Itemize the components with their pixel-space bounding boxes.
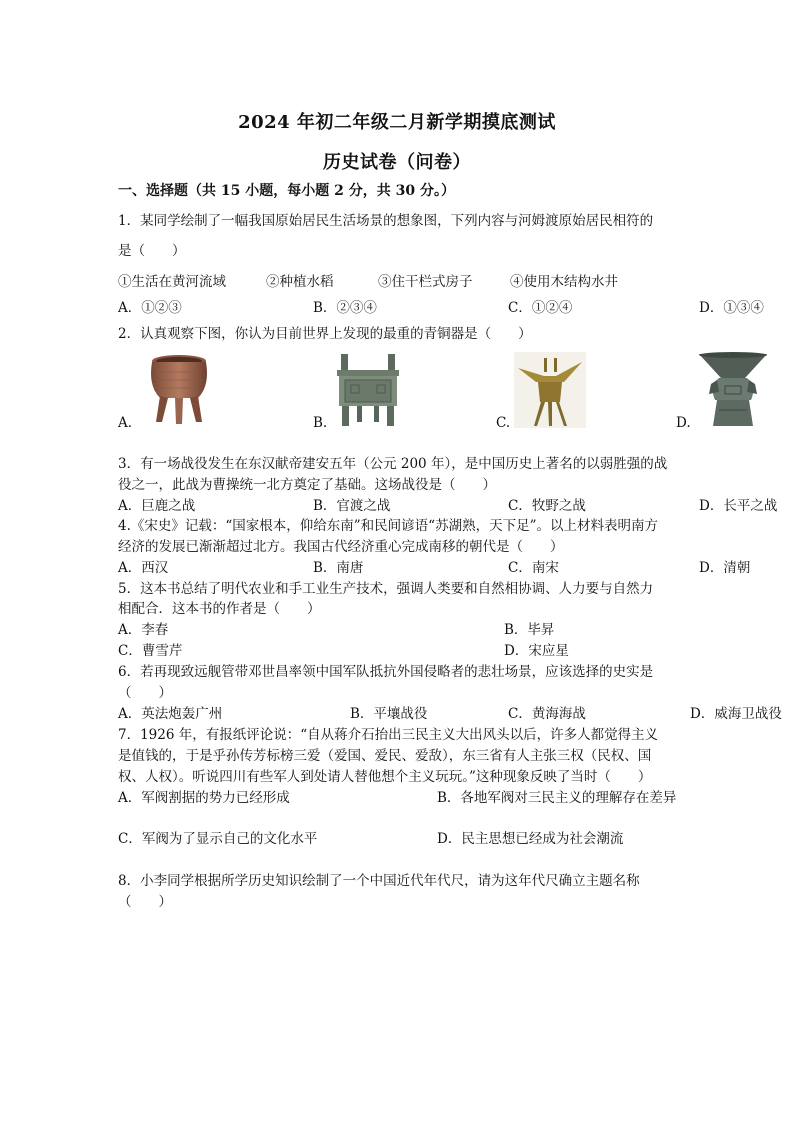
q2-label-d: D.	[676, 415, 691, 431]
section-heading: 一、选择题（共 15 小题，每小题 2 分，共 30 分。）	[118, 183, 455, 199]
q3-option-c: C．牧野之战	[508, 498, 586, 514]
q3-option-b: B．官渡之战	[313, 498, 391, 514]
q7-stem-line1: 7．1926 年，有报纸评论说：“自从蒋介石抬出三民主义大出风头以后，许多人都觉得主义	[118, 727, 659, 743]
q4-stem-line1: 4.《宋史》记载：“国家根本，仰给东南”和民间谚语“苏湖熟，天下足”。以上材料表明南方	[118, 518, 658, 534]
q4-option-d: D．清朝	[699, 560, 751, 576]
q1-option-d: D．①③④	[699, 300, 764, 316]
q2-stem: 2．认真观察下图，你认为目前世界上发现的最重的青铜器是（ ）	[118, 326, 532, 342]
q8-stem-line1: 8．小李同学根据所学历史知识绘制了一个中国近代年代尺，请为这年代尺确立主题名称	[118, 873, 640, 889]
q1-option-a: A．①②③	[118, 300, 182, 316]
q1-stem-line1: 1．某同学绘制了一幅我国原始居民生活场景的想象图，下列内容与河姆渡原始居民相符的	[118, 213, 654, 229]
q1-option-c: C．①②④	[508, 300, 573, 316]
q4-option-c: C．南宋	[508, 560, 559, 576]
q6-stem-line1: 6．若再现致远舰管带邓世昌率领中国军队抵抗外国侵略者的悲壮场景，应该选择的史实是	[118, 664, 654, 680]
q4-option-a: A．西汉	[118, 560, 169, 576]
q3-stem-line1: 3．有一场战役发生在东汉献帝建安五年（公元 200 年），是中国历史上著名的以弱胜强的战	[118, 456, 668, 472]
exam-subtitle: 历史试卷（问卷）	[323, 152, 471, 173]
q6-option-c: C．黄海海战	[508, 706, 586, 722]
q1-item-3: ③住干栏式房子	[378, 274, 473, 290]
q1-stem-line2: 是（ ）	[118, 243, 186, 259]
q1-option-b: B．②③④	[313, 300, 377, 316]
q2-label-a: A．	[118, 415, 142, 431]
q3-option-a: A．巨鹿之战	[118, 498, 196, 514]
q5-option-c: C．曹雪芹	[118, 643, 183, 659]
q8-stem-line2: （ ）	[118, 894, 172, 910]
q6-option-d: D．威海卫战役	[690, 706, 782, 722]
q5-option-b: B．毕昇	[504, 622, 555, 638]
q7-stem-line2: 是值钱的，于是乎孙传芳标榜三爱（爱国、爱民、爱敌），东三省有人主张三权（民权、国	[118, 748, 652, 764]
q5-option-a: A．李春	[118, 622, 169, 638]
q7-stem-line3: 权、人权）。听说四川有些军人到处请人替他想个主义玩玩。”这种现象反映了当时（ ）	[118, 769, 652, 785]
q6-option-b: B．平壤战役	[350, 706, 428, 722]
q1-item-1: ①生活在黄河流域	[118, 274, 226, 290]
pottery-tripod-icon	[142, 352, 216, 426]
q5-stem-line1: 5．这本书总结了明代农业和手工业生产技术，强调人类要和自然相协调、人力要与自然力	[118, 581, 654, 597]
exam-title: 2024 年初二年级二月新学期摸底测试	[238, 112, 556, 133]
q3-stem-line2: 役之一，此战为曹操统一北方奠定了基础。这场战役是（ ）	[118, 477, 496, 493]
bronze-jue-icon	[514, 352, 586, 428]
bronze-square-ding-icon	[333, 352, 403, 428]
q2-label-c: C.	[496, 415, 511, 431]
q4-stem-line2: 经济的发展已渐渐超过北方。我国古代经济重心完成南移的朝代是（ ）	[118, 539, 564, 555]
q7-option-b: B．各地军阀对三民主义的理解存在差异	[437, 790, 677, 806]
q7-option-d: D．民主思想已经成为社会潮流	[437, 831, 624, 847]
q7-option-c: C．军阀为了显示自己的文化水平	[118, 831, 318, 847]
q1-item-2: ②种植水稻	[266, 274, 334, 290]
q6-stem-line2: （ ）	[118, 685, 172, 701]
q3-option-d: D．长平之战	[699, 498, 778, 514]
q1-item-4: ④使用木结构水井	[510, 274, 618, 290]
q5-stem-line2: 相配合．这本书的作者是（ ）	[118, 601, 321, 617]
q5-option-d: D．宋应星	[504, 643, 569, 659]
q7-option-a: A．军阀割据的势力已经形成	[118, 790, 290, 806]
q2-label-b: B.	[313, 415, 328, 431]
q4-option-b: B．南唐	[313, 560, 364, 576]
bronze-zun-icon	[697, 352, 769, 428]
q6-option-a: A．英法炮轰广州	[118, 706, 223, 722]
